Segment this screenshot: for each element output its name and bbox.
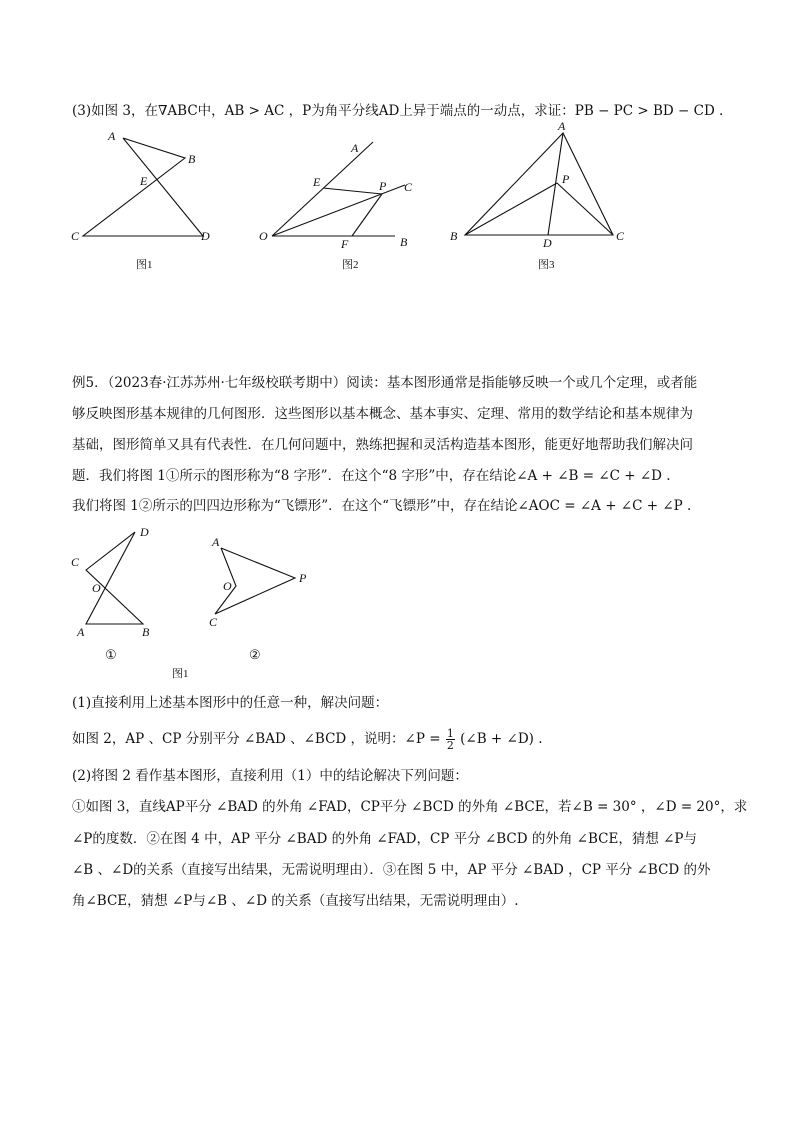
q2-line-1: ①如图 3，直线AP平分 ∠BAD 的外角 ∠FAD，CP平分 ∠BCD 的外角 ∠BCE，若∠B = 30° ，∠D = 20°，求 bbox=[72, 799, 748, 815]
fig1-label-b: B bbox=[188, 152, 196, 166]
fig2-caption: 图2 bbox=[342, 259, 359, 271]
part3-statement: (3)如图 3，在∇ABC中，AB > AC ，P为角平分线AD上异于端点的一动点，求证：PB − PC > BD − CD . bbox=[72, 103, 724, 119]
q1-frac-den: 2 bbox=[446, 739, 454, 752]
q1-title: (1)直接利用上述基本图形中的任意一种，解决问题： bbox=[72, 695, 389, 711]
fig8-label-o: O bbox=[92, 581, 101, 595]
example5-line-1: 例5．（2023春·江苏苏州·七年级校联考期中）阅读：基本图形通常是指能够反映一个或几个定理，或者能 bbox=[72, 375, 698, 391]
q1-frac-num: 1 bbox=[446, 727, 454, 740]
q1-body-suffix: (∠B + ∠D) . bbox=[460, 731, 543, 747]
fig3-triangle bbox=[465, 133, 613, 235]
middle-figures bbox=[0, 520, 794, 680]
fig1-label-e: E bbox=[140, 174, 148, 188]
q1-fraction bbox=[446, 728, 455, 751]
fig8-label-d: D bbox=[140, 525, 149, 539]
fig1-label-d: D bbox=[201, 229, 210, 243]
figure-2 bbox=[259, 141, 413, 271]
example5-line-2: 够反映图形基本规律的几何图形．这些图形以基本概念、基本事实、定理、常用的数学结论和基本规律为 bbox=[72, 406, 693, 422]
figure-1 bbox=[71, 129, 210, 271]
fig1-label-a: A bbox=[108, 129, 116, 143]
dart-number: ② bbox=[249, 647, 261, 662]
dart-label-c: C bbox=[209, 615, 218, 629]
fig8-label-c: C bbox=[71, 555, 80, 569]
fig2-label-a: A bbox=[351, 141, 359, 155]
fig8-label-b: B bbox=[142, 625, 150, 639]
figure-3 bbox=[450, 120, 625, 271]
fig2-label-e: E bbox=[313, 175, 321, 189]
fig2-label-o: O bbox=[259, 229, 268, 243]
fig3-label-a: A bbox=[558, 120, 566, 133]
fig3-pc bbox=[557, 183, 613, 235]
fig3-label-p: P bbox=[562, 172, 570, 186]
fig2-label-b: B bbox=[400, 235, 408, 249]
fig1-label-c: C bbox=[71, 229, 80, 243]
q1-body-prefix: 如图 2，AP 、CP 分别平分 ∠BAD 、∠BCD ，说明：∠P = bbox=[72, 731, 441, 747]
q2-line-2: ∠P的度数．②在图 4 中，AP 平分 ∠BAD 的外角 ∠FAD，CP 平分 ∠BCD 的外角 ∠BCE，猜想 ∠P与 bbox=[72, 831, 698, 847]
dart-label-a: A bbox=[212, 535, 220, 549]
fig8-label-a: A bbox=[77, 625, 85, 639]
dart-label-o: O bbox=[223, 579, 232, 593]
example5-line-3: 基础，图形简单又具有代表性．在几何问题中，熟练把握和灵活构造基本图形，能更好地帮助我们解决问 bbox=[72, 437, 693, 453]
fig3-label-d: D bbox=[543, 236, 552, 250]
fig3-label-b: B bbox=[450, 229, 458, 243]
fig2-label-c: C bbox=[404, 180, 413, 194]
dart-shape bbox=[209, 535, 307, 662]
example5-line-4: 题．我们将图 1①所示的图形称为“8 字形”．在这个“8 字形”中，存在结论∠A + ∠B = ∠C + ∠D . bbox=[72, 468, 671, 484]
figure-8-shape bbox=[71, 525, 150, 662]
fig1-caption: 图1 bbox=[136, 259, 153, 271]
fig3-caption: 图3 bbox=[538, 259, 555, 271]
q2-line-4: 角∠BCE，猜想 ∠P与∠B 、∠D 的关系（直接写出结果，无需说明理由）. bbox=[72, 893, 519, 909]
example5-line-5: 我们将图 1②所示的凹四边形称为“飞镖形”．在这个“飞镖形”中，存在结论∠AOC = ∠A + ∠C + ∠P . bbox=[72, 498, 692, 514]
q1-body bbox=[72, 728, 543, 751]
fig2-label-f: F bbox=[341, 237, 349, 251]
fig2-label-p: P bbox=[379, 179, 387, 193]
fig2-ep bbox=[323, 188, 382, 194]
fig2-ray-oa bbox=[272, 142, 373, 236]
top-figures bbox=[0, 120, 794, 300]
dart-label-p: P bbox=[299, 571, 307, 585]
q2-title: (2)将图 2 看作基本图形，直接利用（1）中的结论解决下列问题： bbox=[72, 768, 468, 784]
fig-mid-caption: 图1 bbox=[172, 668, 189, 680]
fig2-pf bbox=[352, 194, 382, 236]
fig3-label-c: C bbox=[616, 229, 625, 243]
fig3-pb bbox=[465, 183, 557, 235]
fig8-number: ① bbox=[105, 647, 117, 662]
q2-line-3: ∠B 、∠D的关系（直接写出结果，无需说明理由）．③在图 5 中，AP 平分 ∠BAD ，CP 平分 ∠BCD 的外 bbox=[72, 862, 711, 878]
